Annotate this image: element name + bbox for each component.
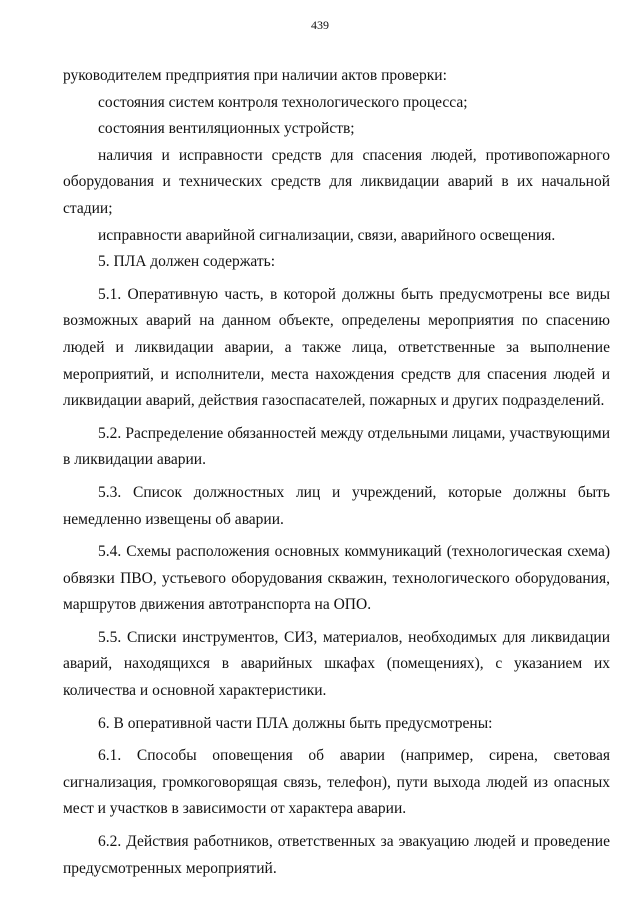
paragraph-clause: 6.1. Способы оповещения об аварии (например, сирена, световая сигнализация, громкоговорящая связь, телефон), пути выхода людей из опасных мест и участков в зависимости от характера аварии.: [63, 747, 610, 818]
paragraph-section-heading: 6. В оперативной части ПЛА должны быть предусмотрены:: [98, 714, 493, 732]
paragraph-list-item: наличия и исправности средств для спасения людей, противопожарного оборудования и технических средств для ликвидации аварий в их начальной стадии;: [63, 146, 610, 217]
paragraph-clause: 5.4. Схемы расположения основных коммуникаций (технологическая схема) обвязки ПВО, устьевого оборудования скважин, технологического оборудования, маршрутов движения автотранспорта на ОПО.: [63, 543, 610, 614]
paragraph-clause: 5.5. Списки инструментов, СИЗ, материалов, необходимых для ликвидации аварий, находящихся в аварийных шкафах (помещениях), с указанием их количества и основной характеристики.: [63, 628, 610, 700]
paragraph-clause: 5.2. Распределение обязанностей между отдельными лицами, участвующими в ликвидации аварии.: [63, 424, 610, 469]
document-body: [63, 63, 610, 882]
paragraph-clause: 6.2. Действия работников, ответственных за эвакуацию людей и проведение предусмотренных мероприятий.: [63, 833, 610, 877]
page-number: 439: [311, 18, 329, 32]
paragraph-list-item: состояния систем контроля технологического процесса;: [98, 93, 468, 111]
paragraph-list-item: состояния вентиляционных устройств;: [98, 120, 355, 138]
paragraph-clause: 5.1. Оперативную часть, в которой должны быть предусмотрены все виды возможных аварий на данном объекте, определены мероприятия по спасению людей и ликвидации аварии, а также лица, ответственные за выполнение мероприятий, и исполнители, места нахождения средств для спасения людей и ликвидации аварий, действия газоспасателей, пожарных и других подразделений.: [63, 285, 610, 410]
paragraph-continuation: руководителем предприятия при наличии актов проверки:: [63, 67, 447, 84]
paragraph-section-heading: 5. ПЛА должен содержать:: [98, 253, 276, 271]
paragraph-list-item: исправности аварийной сигнализации, связи, аварийного освещения.: [98, 226, 556, 244]
paragraph-clause: 5.3. Список должностных лиц и учреждений, которые должны быть немедленно извещены об аварии.: [63, 483, 610, 528]
